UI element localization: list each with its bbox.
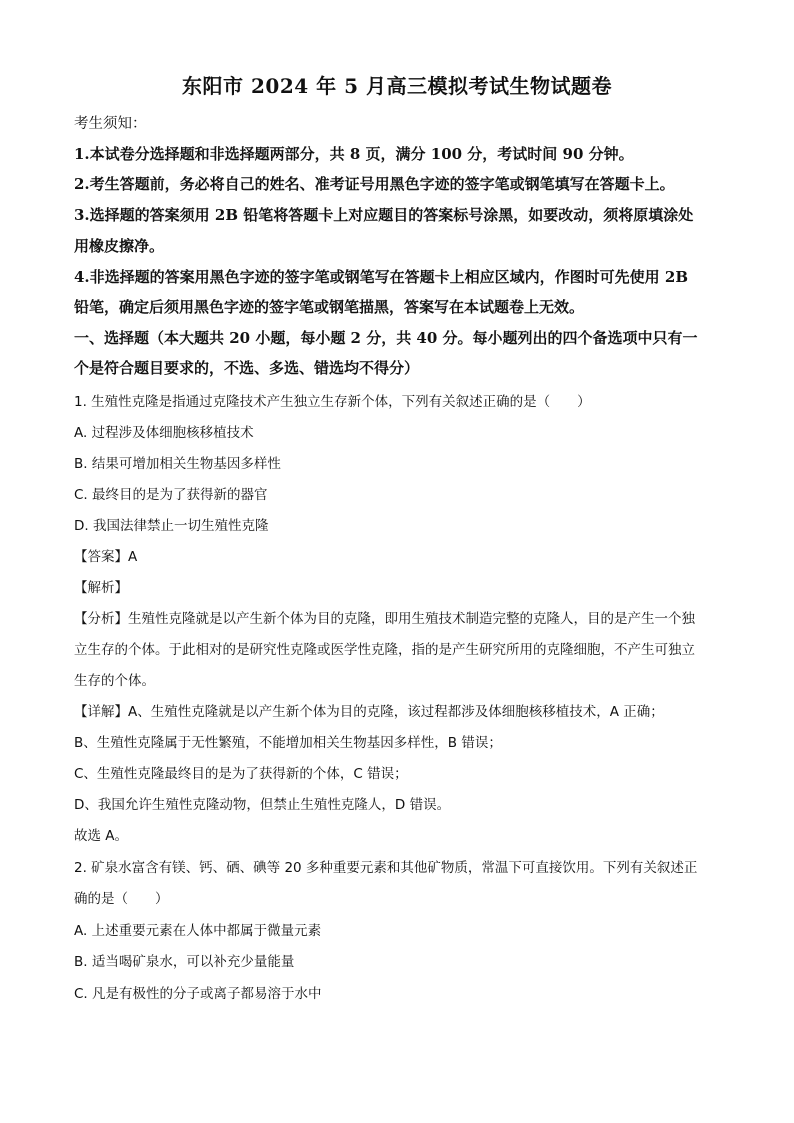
section-heading: 一、选择题（本大题共 20 小题，每小题 2 分，共 40 分。每小题列出的四个备选项中只有一 xyxy=(74,329,698,347)
notice-heading: 考生须知： xyxy=(74,116,147,132)
notice-item-3: 3.选择题的答案须用 2B 铅笔将答题卡上对应题目的答案标号涂黑，如要改动，须将原填涂处 xyxy=(74,206,694,224)
xiangjie-line-3: C、生殖性克隆最终目的是为了获得新的个体，C 错误； xyxy=(74,766,408,782)
question-1-option-a: A. 过程涉及体细胞核移植技术 xyxy=(74,425,254,441)
xiangjie-line-2: B、生殖性克隆属于无性繁殖，不能增加相关生物基因多样性，B 错误； xyxy=(74,735,502,751)
fenxi-text-1: 生殖性克隆就是以产生新个体为目的克隆，即用生殖技术制造完整的克隆人，目的是产生一个独 xyxy=(128,611,695,627)
question-2-option-a: A. 上述重要元素在人体中都属于微量元素 xyxy=(74,923,322,939)
xiangjie-text-1: A、生殖性克隆就是以产生新个体为目的克隆，该过程都涉及体细胞核移植技术，A 正确； xyxy=(128,704,664,720)
conclusion-line: 故选 A。 xyxy=(74,828,129,844)
notice-item-4: 4.非选择题的答案用黑色字迹的签字笔或钢笔写在答题卡上相应区域内，作图时可先使用 2B xyxy=(74,268,689,286)
notice-item-1: 1.本试卷分选择题和非选择题两部分，共 8 页，满分 100 分，考试时间 90 分钟。 xyxy=(74,145,634,163)
question-2-stem-cont: 确的是（ ） xyxy=(74,891,169,907)
fenxi-line-2: 立生存的个体。于此相对的是研究性克隆或医学性克隆，指的是产生研究所用的克隆细胞，不产生可独立 xyxy=(74,642,695,658)
question-1-option-d: D. 我国法律禁止一切生殖性克隆 xyxy=(74,518,269,534)
xiangjie-line-1 xyxy=(74,700,724,720)
question-1-stem: 1. 生殖性克隆是指通过克隆技术产生独立生存新个体，下列有关叙述正确的是（ ） xyxy=(74,394,591,410)
xiangjie-line-4: D、我国允许生殖性克隆动物，但禁止生殖性克隆人，D 错误。 xyxy=(74,797,451,813)
answer-value: A xyxy=(128,549,138,565)
section-heading-cont: 个是符合题目要求的，不选、多选、错选均不得分） xyxy=(74,359,420,377)
analysis-tag: 【解析】 xyxy=(74,580,128,596)
notice-item-3-cont: 用橡皮擦净。 xyxy=(74,237,165,255)
fenxi-line-3: 生存的个体。 xyxy=(74,673,155,689)
question-2-stem: 2. 矿泉水富含有镁、钙、硒、碘等 20 多种重要元素和其他矿物质，常温下可直接饮用。下列有关叙述正 xyxy=(74,860,698,876)
question-2-option-b: B. 适当喝矿泉水，可以补充少量能量 xyxy=(74,954,295,970)
notice-item-4-cont: 铅笔，确定后须用黑色字迹的签字笔或钢笔描黑，答案写在本试题卷上无效。 xyxy=(74,298,585,316)
xiangjie-tag: 【详解】 xyxy=(74,704,128,720)
fenxi-line-1 xyxy=(74,607,724,627)
question-2-option-c: C. 凡是有极性的分子或离子都易溶于水中 xyxy=(74,986,322,1002)
question-1-option-b: B. 结果可增加相关生物基因多样性 xyxy=(74,456,281,472)
answer-tag: 【答案】 xyxy=(74,549,128,565)
answer-line xyxy=(74,545,724,565)
fenxi-tag: 【分析】 xyxy=(74,611,128,627)
question-1-option-c: C. 最终目的是为了获得新的器官 xyxy=(74,487,268,503)
page-title: 东阳市 2024 年 5 月高三模拟考试生物试题卷 xyxy=(182,74,612,98)
notice-item-2: 2.考生答题前，务必将自己的姓名、准考证号用黑色字迹的签字笔或钢笔填写在答题卡上。 xyxy=(74,175,675,193)
